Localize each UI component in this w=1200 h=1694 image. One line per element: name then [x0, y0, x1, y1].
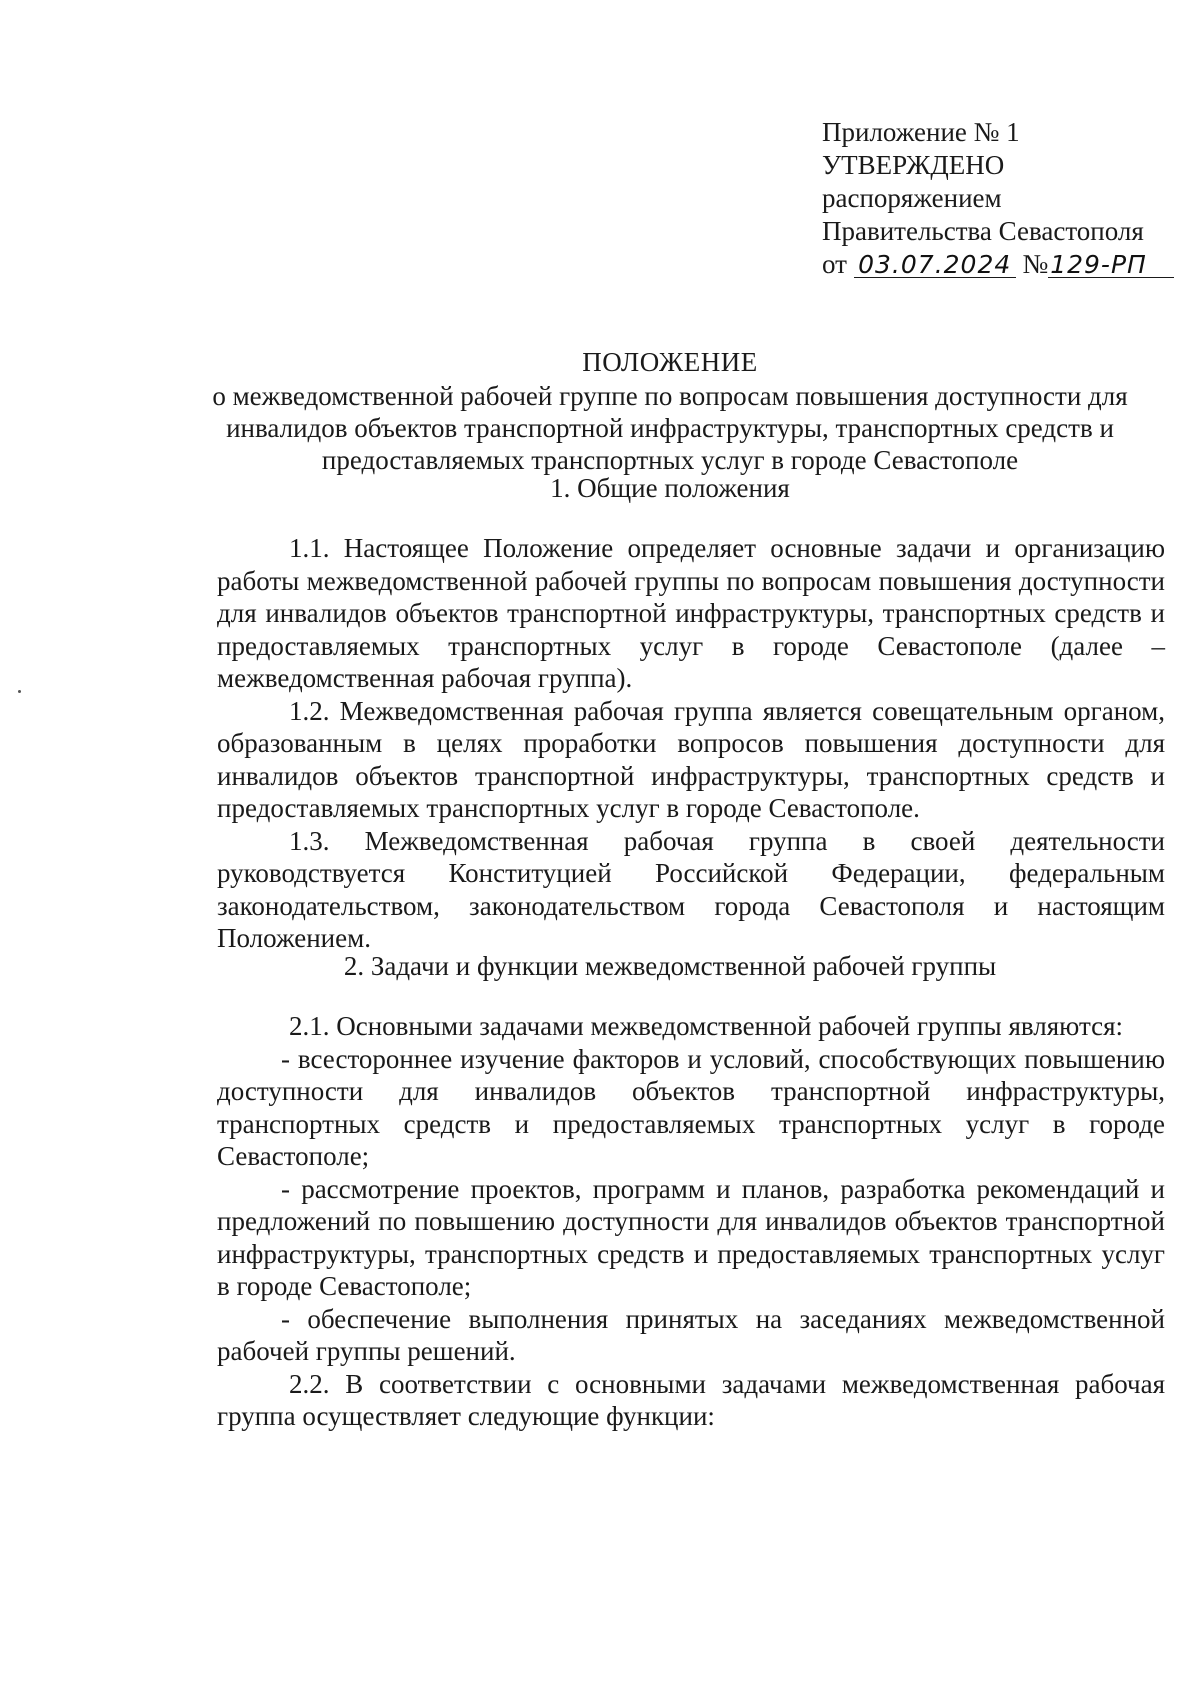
- order-label: распоряжением: [822, 183, 1002, 213]
- scan-speck: [18, 690, 21, 693]
- section-1-heading: 1. Общие положения: [550, 473, 790, 503]
- paragraph-1-1: 1.1. Настоящее Положение определяет основные задачи и организацию работы межведомственной рабочей группы по вопросам повышения доступности для инвалидов объектов транспортной инфраструктуры, транспортных средств и предоставляемых транспортных услуг в городе Севастополе (далее – межведомственная рабочая группа).: [217, 533, 1165, 693]
- paragraph-2-1: 2.1. Основными задачами межведомственной рабочей группы являются:: [289, 1011, 1123, 1041]
- task-item-1: - всестороннее изучение факторов и условий, способствующих повышению доступности для инвалидов объектов транспортной инфраструктуры, транспортных средств и предоставляемых транспортных услуг в городе Севастополе;: [217, 1043, 1165, 1171]
- handwritten-date: 03.07.2024: [854, 253, 1016, 278]
- paragraph-1-2: 1.2. Межведомственная рабочая группа является совещательным органом, образованным в целях проработки вопросов повышения доступности для инвалидов объектов транспортной инфраструктуры, транспортных средств и предоставляемых транспортных услуг в городе Севастополе.: [217, 695, 1165, 823]
- number-sign: №: [1022, 249, 1049, 279]
- section-2-body: [217, 1010, 1165, 1433]
- government-label: Правительства Севастополя: [822, 216, 1144, 246]
- section-1-body: [217, 532, 1165, 955]
- task-item-3: - обеспечение выполнения принятых на заседаниях межведомственной рабочей группы решений.: [217, 1303, 1165, 1366]
- handwritten-number: 129-РП: [1048, 253, 1174, 278]
- appendix-label: Приложение № 1: [822, 117, 1020, 147]
- approved-label: УТВЕРЖДЕНО: [822, 150, 1005, 180]
- date-number-line: [822, 248, 1182, 281]
- from-prefix: от: [822, 249, 847, 279]
- document-title: ПОЛОЖЕНИЕ: [582, 347, 758, 377]
- task-item-2: - рассмотрение проектов, программ и планов, разработка рекомендаций и предложений по повышению доступности для инвалидов объектов транспортной инфраструктуры, транспортных средств и предоставляемых транспортных услуг в городе Севастополе;: [217, 1173, 1165, 1301]
- paragraph-2-2: 2.2. В соответствии с основными задачами межведомственная рабочая группа осуществляет следующие функции:: [217, 1368, 1165, 1431]
- section-2-heading: 2. Задачи и функции межведомственной рабочей группы: [343, 951, 997, 981]
- approval-block: [822, 116, 1182, 281]
- document-subtitle: о межведомственной рабочей группе по вопросам повышения доступности для инвалидов объектов транспортной инфраструктуры, транспортных средств и предоставляемых транспортных услуг в городе Севастополе: [212, 381, 1128, 475]
- paragraph-1-3: 1.3. Межведомственная рабочая группа в своей деятельности руководствуется Конституцией Российской Федерации, федеральным законодательством, законодательством города Севастополя и настоящим Положением.: [217, 825, 1165, 953]
